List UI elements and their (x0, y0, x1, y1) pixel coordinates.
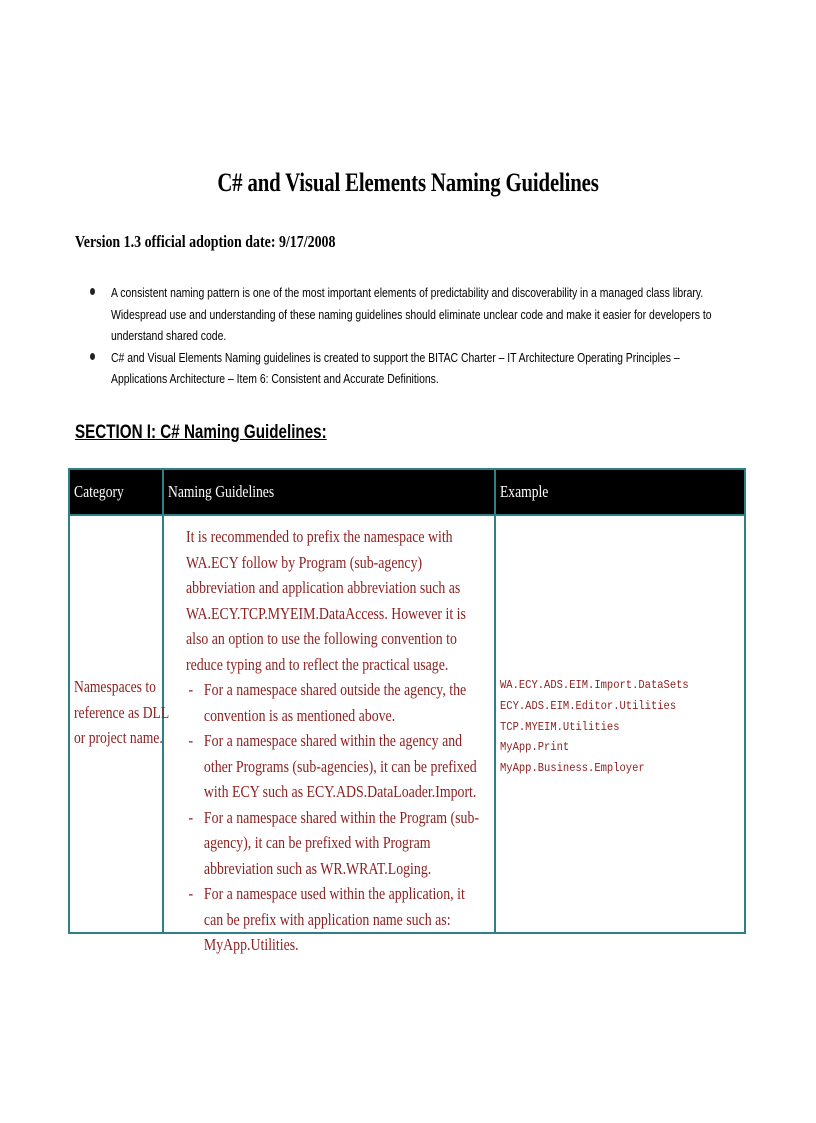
example-line: WA.ECY.ADS.EIM.Import.DataSets (500, 678, 689, 692)
dash-marker: - (188, 884, 194, 903)
intro-bullet-1 (86, 282, 736, 347)
version-line: Version 1.3 official adoption date: 9/17/2008 (75, 232, 336, 251)
section-heading: SECTION I: C# Naming Guidelines: (75, 422, 327, 443)
header-example: Example (500, 482, 549, 501)
guideline-intro: It is recommended to prefix the namespace with WA.ECY follow by Program (sub-agency) abbreviation and application abbreviation such as WA.ECY.TCP.MYEIM.DataAccess. However it is also an option to use the following convention to reduce typing and to reflect the practical usage. (186, 527, 466, 674)
column-divider (494, 470, 496, 932)
example-line: TCP.MYEIM.Utilities (500, 719, 620, 734)
examples-cell (500, 675, 719, 779)
bullet-icon (90, 288, 95, 295)
header-category: Category (74, 482, 124, 501)
guidelines-cell (186, 524, 486, 958)
guideline-item-text: For a namespace shared within the Program (sub-agency), it can be prefixed with Program abbreviation such as WR.WRAT.Loging. (203, 807, 480, 878)
naming-guidelines-table (68, 468, 746, 954)
header-divider (70, 514, 744, 516)
guideline-item-text: For a namespace shared within the agency and other Programs (sub-agencies), it can be prefixed with ECY such as ECY.ADS.DataLoader.Import. (203, 731, 477, 801)
dash-marker: - (188, 807, 194, 827)
guideline-item-text: For a namespace used within the application, it can be prefix with application name such as: MyApp.Utilities. (203, 884, 465, 954)
bullet-icon (90, 353, 95, 360)
guideline-item (186, 881, 483, 958)
header-naming-guidelines: Naming Guidelines (168, 482, 275, 501)
example-line: MyApp.Print (500, 740, 570, 755)
dash-marker: - (188, 680, 194, 699)
category-text: Namespaces to reference as DLL or project name. (74, 677, 169, 747)
document-title: C# and Visual Elements Naming Guidelines (217, 168, 599, 197)
intro-bullet-2 (86, 347, 736, 390)
intro-bullet-list (86, 282, 736, 390)
example-line: ECY.ADS.EIM.Editor.Utilities (500, 698, 677, 713)
guideline-item (186, 805, 483, 882)
dash-marker: - (188, 731, 194, 750)
example-line: MyApp.Business.Employer (500, 761, 645, 776)
guideline-item (186, 677, 483, 728)
category-cell (74, 674, 184, 751)
guideline-list (186, 677, 483, 958)
intro-bullet-text: C# and Visual Elements Naming guidelines is created to support the BITAC Charter – IT Architecture Operating Principles – Applications Architecture – Item 6: Consistent and Accurate Definitions. (111, 349, 680, 386)
table-header-row (70, 470, 744, 514)
intro-bullet-text: A consistent naming pattern is one of the most important elements of predictability and discoverability in a managed class library. Widespread use and understanding of these naming guidelines should eliminate unclear code and make it easier for developers to understand shared code. (111, 285, 712, 343)
guideline-item-text: For a namespace shared outside the agency, the convention is as mentioned above. (203, 680, 467, 725)
guideline-item (186, 728, 483, 805)
